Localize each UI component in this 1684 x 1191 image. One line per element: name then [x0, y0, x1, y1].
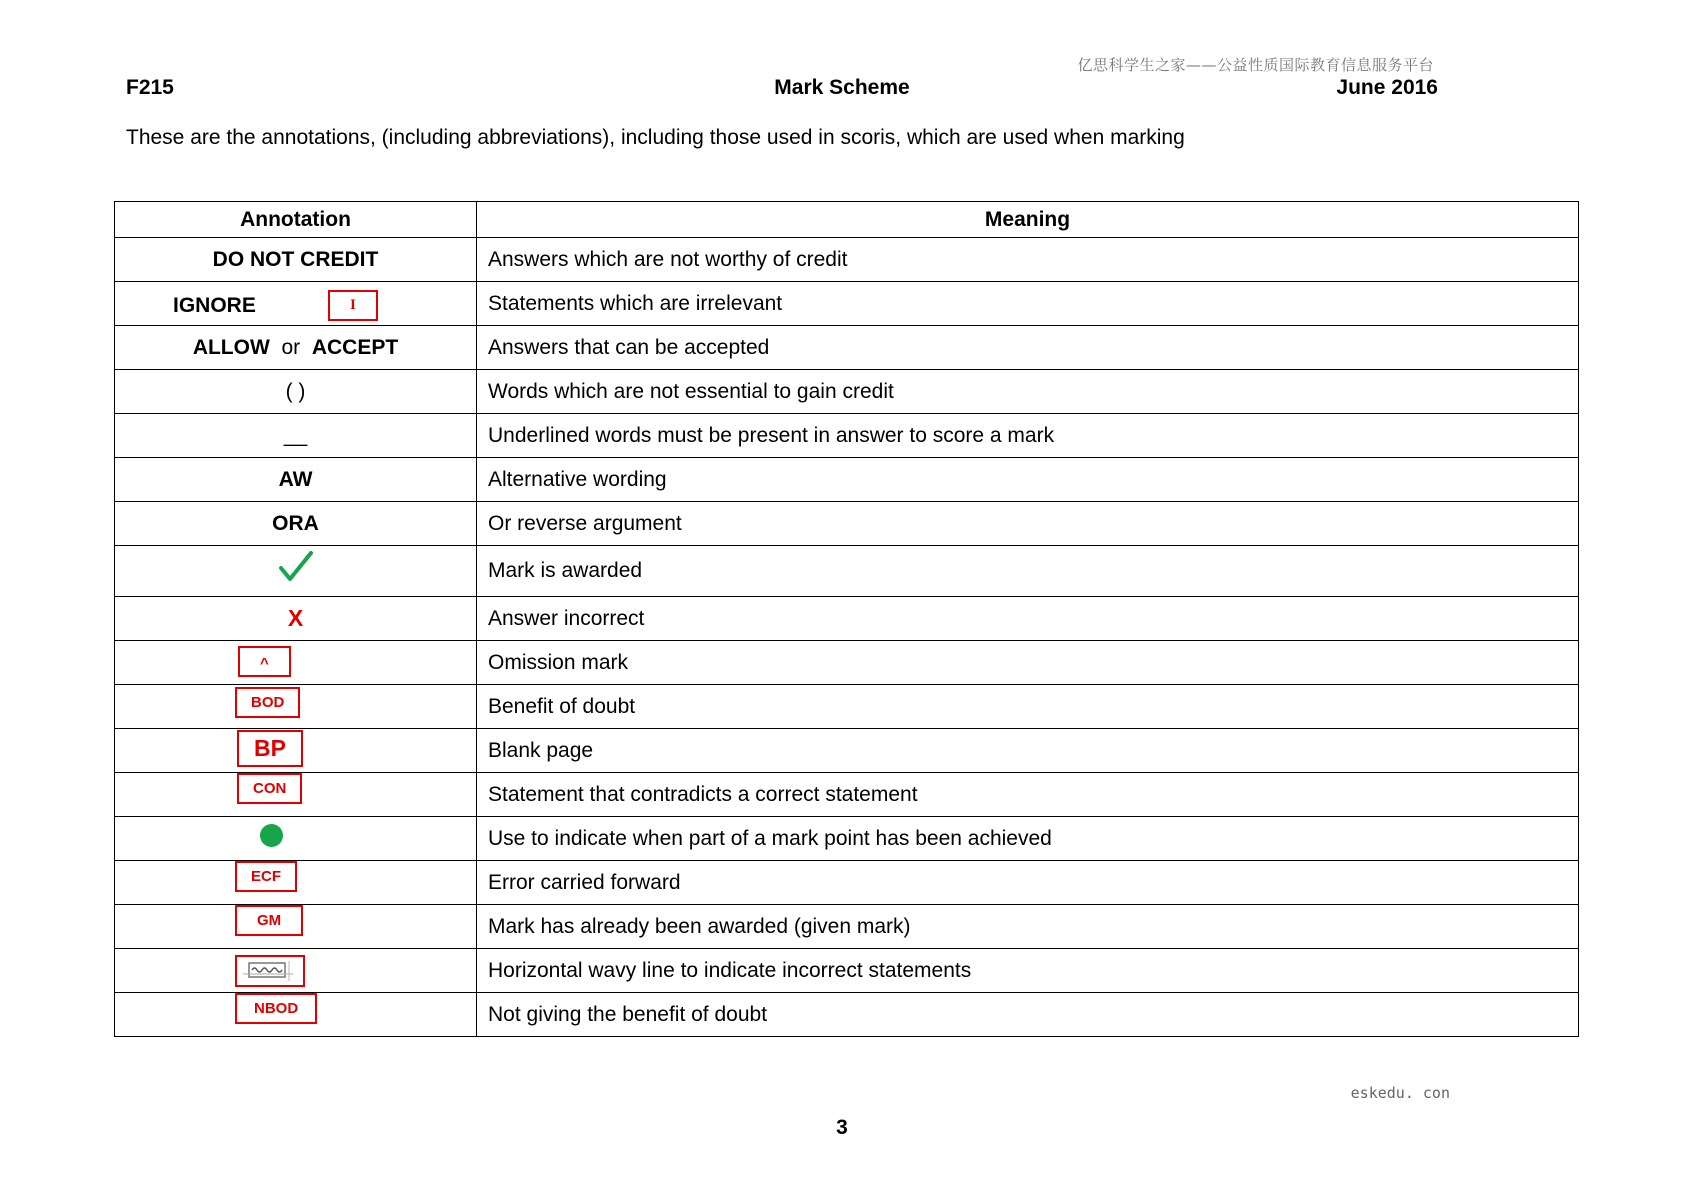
annotation-dot-cell — [115, 817, 477, 861]
table-row — [115, 685, 1579, 729]
meaning-cell: Words which are not essential to gain credit — [477, 370, 1579, 414]
meaning-cell: Underlined words must be present in answer to score a mark — [477, 414, 1579, 458]
meaning-cell: Statement that contradicts a correct statement — [477, 773, 1579, 817]
table-row — [115, 993, 1579, 1037]
paper-code: F215 — [126, 76, 174, 99]
nbod-badge: NBOD — [235, 993, 317, 1024]
accept-label: ACCEPT — [311, 335, 399, 359]
annotation-ignore: IGNORE — [173, 294, 256, 317]
meaning-cell: Horizontal wavy line to indicate incorrect statements — [477, 949, 1579, 993]
bod-badge: BOD — [235, 687, 300, 718]
annotation-x-cell — [115, 597, 477, 641]
table-row — [115, 370, 1579, 414]
check-icon — [279, 551, 313, 583]
table-row — [115, 597, 1579, 641]
cross-mark: X — [287, 605, 304, 631]
header-meaning: Meaning — [477, 202, 1579, 238]
annotation-bp-cell — [115, 729, 477, 773]
table-row — [115, 949, 1579, 993]
annotation-aw: AW — [115, 458, 477, 502]
meaning-cell: Mark has already been awarded (given mark) — [477, 905, 1579, 949]
footer-watermark: eskedu. con — [1350, 1084, 1450, 1102]
annotation-allow-accept — [115, 326, 477, 370]
table-row — [115, 861, 1579, 905]
table-row — [115, 729, 1579, 773]
annotation-bod-cell — [115, 685, 477, 729]
annotation-brackets: ( ) — [115, 370, 477, 414]
meaning-cell: Use to indicate when part of a mark point has been achieved — [477, 817, 1579, 861]
meaning-cell: Answers which are not worthy of credit — [477, 238, 1579, 282]
table-row — [115, 546, 1579, 597]
gm-badge: GM — [235, 905, 303, 936]
meaning-cell: Or reverse argument — [477, 502, 1579, 546]
watermark-text: 亿思科学生之家——公益性质国际教育信息服务平台 — [1077, 56, 1434, 74]
page-title: Mark Scheme — [774, 76, 910, 99]
meaning-cell: Statements which are irrelevant — [477, 282, 1579, 326]
table-row — [115, 817, 1579, 861]
meaning-cell: Answer incorrect — [477, 597, 1579, 641]
bp-badge: BP — [237, 730, 303, 767]
header-annotation: Annotation — [115, 202, 477, 238]
meaning-cell: Benefit of doubt — [477, 685, 1579, 729]
annotation-wavy-cell — [115, 949, 477, 993]
table-row — [115, 238, 1579, 282]
allow-label: ALLOW — [192, 335, 270, 359]
wavy-badge — [235, 955, 305, 987]
annotation-do-not-credit: DO NOT CREDIT — [115, 238, 477, 282]
annotation-tick-cell — [115, 546, 477, 597]
ecf-badge: ECF — [235, 861, 297, 892]
table-header-row — [115, 202, 1579, 238]
annotation-omission-cell — [115, 641, 477, 685]
omission-badge: ^ — [238, 646, 291, 677]
table-row — [115, 641, 1579, 685]
table-row — [115, 502, 1579, 546]
wavy-line-icon — [237, 957, 303, 985]
meaning-cell: Mark is awarded — [477, 546, 1579, 597]
or-label: or — [281, 335, 301, 359]
page-number: 3 — [836, 1116, 848, 1139]
annotation-ecf-cell — [115, 861, 477, 905]
annotation-ignore-cell — [115, 282, 477, 326]
table-row — [115, 458, 1579, 502]
table-row — [115, 326, 1579, 370]
meaning-cell: Error carried forward — [477, 861, 1579, 905]
table-row — [115, 282, 1579, 326]
meaning-cell: Alternative wording — [477, 458, 1579, 502]
annotation-nbod-cell — [115, 993, 477, 1037]
meaning-cell: Not giving the benefit of doubt — [477, 993, 1579, 1037]
meaning-cell: Answers that can be accepted — [477, 326, 1579, 370]
con-badge: CON — [237, 773, 302, 804]
annotation-con-cell — [115, 773, 477, 817]
annotation-ora: ORA — [115, 502, 477, 546]
intro-text: These are the annotations, (including abbreviations), including those used in scoris, which are used when marking — [126, 126, 1185, 149]
annotation-gm-cell — [115, 905, 477, 949]
table-row — [115, 414, 1579, 458]
annotation-underline: __ — [115, 414, 477, 458]
ignore-badge: I — [328, 290, 378, 321]
annotation-table — [114, 201, 1579, 1037]
table-row — [115, 905, 1579, 949]
meaning-cell: Omission mark — [477, 641, 1579, 685]
meaning-cell: Blank page — [477, 729, 1579, 773]
exam-date: June 2016 — [1336, 76, 1438, 99]
table-row — [115, 773, 1579, 817]
green-dot-icon — [260, 824, 283, 847]
